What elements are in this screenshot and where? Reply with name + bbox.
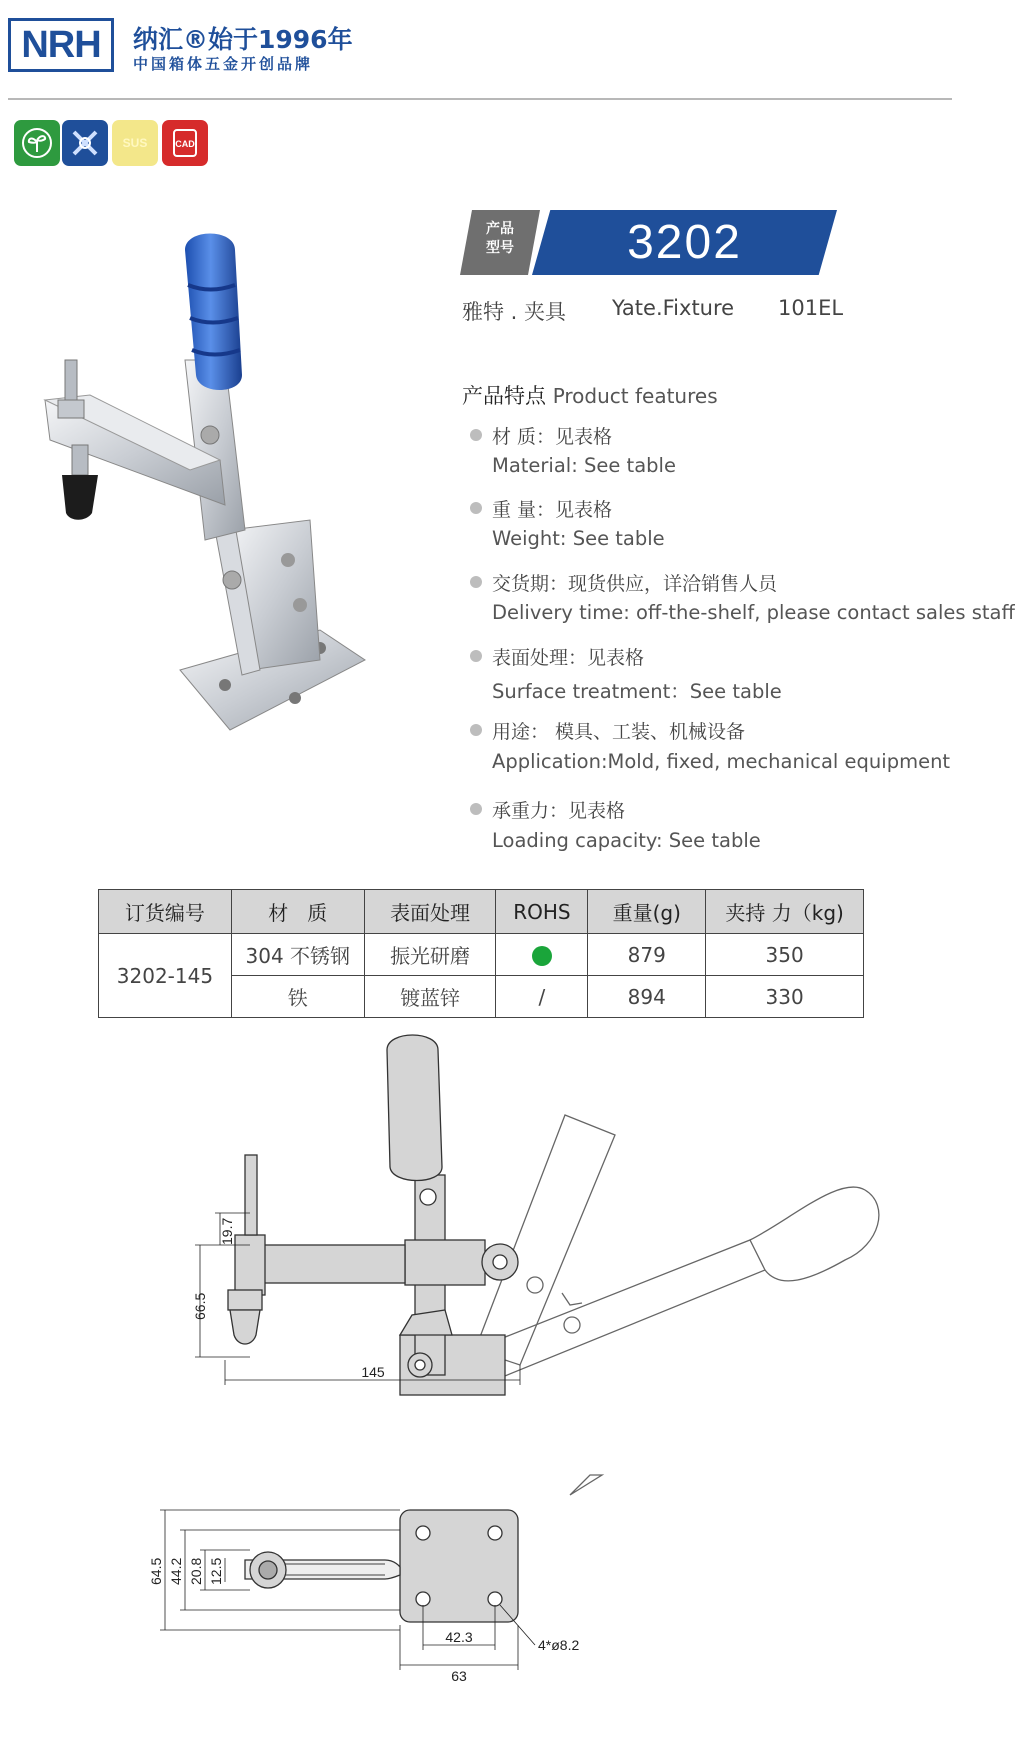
bullet-icon [470, 724, 482, 736]
cell-surface: 振光研磨 [364, 934, 496, 976]
feature-capacity-en: Loading capacity: See table [492, 829, 761, 852]
feature-weight-en: Weight: See table [492, 527, 665, 550]
feature-application-cn: 用途： 模具、工装、机械设备 [492, 721, 746, 743]
feature-material-en: Material: See table [492, 454, 676, 477]
product-name-en: Yate.Fixture [612, 296, 735, 320]
header-material: 材 质 [231, 890, 364, 934]
spec-table [98, 889, 864, 1018]
model-tag-label-line1: 产品 [486, 221, 514, 237]
dim-side-height-total: 66.5 [192, 1292, 208, 1320]
brand-subtitle: 中国箱体五金开创品牌 [133, 55, 314, 73]
features-title-cn: 产品特点 [462, 384, 546, 408]
dim-top-plate-width: 63 [451, 1668, 467, 1684]
bullet-icon [470, 502, 482, 514]
features-title [462, 380, 718, 410]
brand-slogan: 纳汇®始于1996年 [133, 25, 353, 54]
cell-force: 330 [706, 976, 864, 1018]
dim-top-hole-spacing: 42.3 [445, 1629, 473, 1645]
cell-surface: 镀蓝锌 [364, 976, 496, 1018]
table-header-row [99, 890, 864, 934]
cell-order-no: 3202-145 [99, 934, 232, 1018]
header-weight: 重量(g) [588, 890, 706, 934]
feature-delivery-en: Delivery time: off-the-shelf, please contact sales staff [492, 601, 1015, 624]
eco-leaf-icon [14, 120, 60, 166]
header-order-no: 订货编号 [99, 890, 232, 934]
cell-material: 铁 [231, 976, 364, 1018]
tools-icon [62, 120, 108, 166]
side-view-drawing [190, 1035, 810, 1495]
features-title-en: Product features [552, 384, 718, 408]
dim-top-slot-width: 12.5 [208, 1557, 224, 1585]
cad-label: CAD [175, 139, 195, 149]
model-number: 3202 [627, 216, 742, 269]
cell-force: 350 [706, 934, 864, 976]
bullet-icon [470, 576, 482, 588]
dim-top-arm-width: 20.8 [188, 1557, 204, 1585]
cell-rohs [496, 934, 588, 976]
dim-side-length: 145 [361, 1364, 385, 1380]
header-divider [8, 98, 952, 100]
model-tag-label-line2: 型号 [486, 240, 514, 256]
header-force: 夹持 力（kg) [706, 890, 864, 934]
feature-weight-cn: 重 量：见表格 [492, 499, 613, 521]
bullet-icon [470, 650, 482, 662]
dim-top-hole-spec: 4*ø8.2 [538, 1637, 580, 1653]
feature-delivery-cn: 交货期：现货供应，详洽销售人员 [492, 573, 778, 595]
cell-rohs: / [496, 976, 588, 1018]
feature-surface-cn: 表面处理：见表格 [492, 647, 645, 669]
cell-weight: 879 [588, 934, 706, 976]
product-name-cn: 雅特 . 夹具 [462, 300, 567, 324]
dim-top-width-total: 64.5 [148, 1557, 164, 1585]
header-surface: 表面处理 [364, 890, 496, 934]
brand-logo: NRH [8, 18, 114, 72]
product-photo [20, 230, 380, 750]
sus-icon: SUS [112, 120, 158, 166]
model-tag-label [470, 220, 530, 258]
feature-material-cn: 材 质：见表格 [492, 426, 613, 448]
feature-surface-en: Surface treatment：See table [492, 680, 782, 703]
rohs-green-dot-icon [532, 946, 552, 966]
bullet-icon [470, 429, 482, 441]
feature-application-en: Application:Mold, fixed, mechanical equipment [492, 750, 951, 773]
cad-icon [162, 120, 208, 166]
header-rohs: ROHS [496, 890, 588, 934]
table-row [99, 934, 864, 976]
dim-side-height-small: 19.7 [219, 1217, 235, 1245]
product-code: 101EL [778, 296, 844, 320]
feature-capacity-cn: 承重力：见表格 [492, 800, 626, 822]
cell-material: 304 不锈钢 [231, 934, 364, 976]
top-view-drawing [150, 1505, 600, 1690]
dim-top-width-holes: 44.2 [168, 1557, 184, 1585]
cell-weight: 894 [588, 976, 706, 1018]
bullet-icon [470, 803, 482, 815]
